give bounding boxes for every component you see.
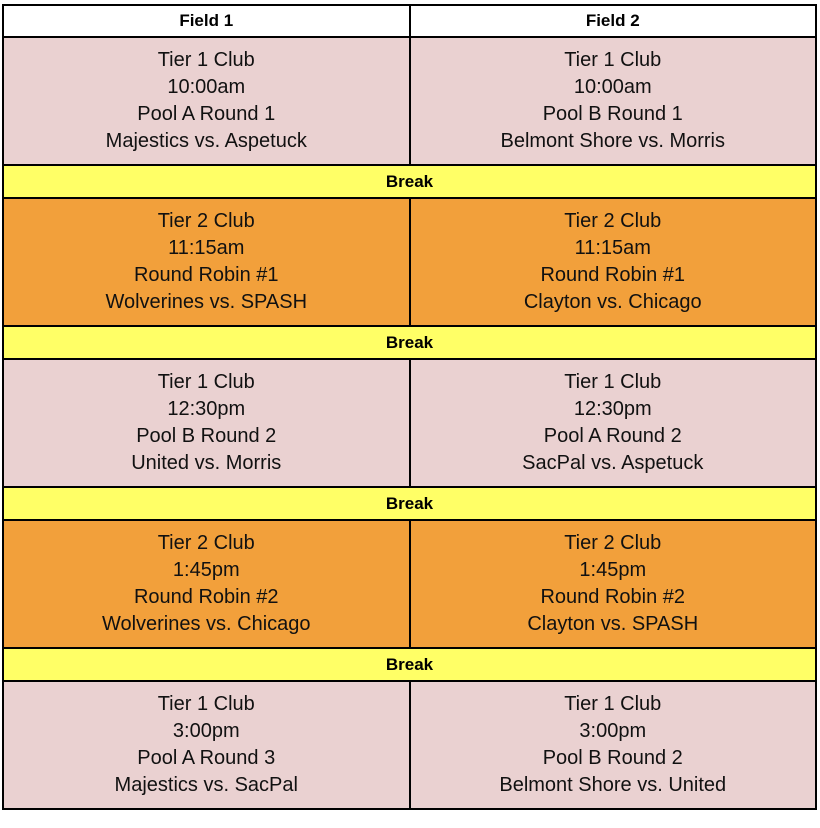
round-label: Round Robin #2 — [540, 586, 686, 608]
break-label: Break — [3, 648, 816, 681]
tier-label: Tier 2 Club — [157, 210, 255, 232]
tier-label: Tier 1 Club — [157, 49, 255, 71]
game-time: 10:00am — [573, 76, 652, 98]
game-cell-field-1 — [3, 198, 410, 326]
game-cell-field-2 — [410, 520, 817, 648]
game-time: 1:45pm — [579, 559, 647, 581]
round-label: Pool A Round 1 — [137, 103, 276, 125]
round-label: Pool A Round 2 — [543, 425, 682, 447]
game-time: 1:45pm — [172, 559, 240, 581]
game-row — [3, 359, 816, 487]
matchup: Belmont Shore vs. Morris — [500, 130, 725, 152]
game-cell-field-2 — [410, 359, 817, 487]
field-2-header: Field 2 — [410, 5, 817, 37]
header-row — [3, 5, 816, 37]
tier-label: Tier 1 Club — [564, 49, 662, 71]
round-label: Pool A Round 3 — [137, 747, 276, 769]
schedule-table — [2, 4, 817, 810]
game-time: 12:30pm — [573, 398, 652, 420]
game-cell-field-2 — [410, 198, 817, 326]
tier-label: Tier 1 Club — [157, 371, 255, 393]
matchup: United vs. Morris — [131, 452, 282, 474]
tier-label: Tier 2 Club — [564, 210, 662, 232]
game-row — [3, 37, 816, 165]
matchup: Wolverines vs. Chicago — [101, 613, 311, 635]
break-row — [3, 326, 816, 359]
matchup: Clayton vs. Chicago — [523, 291, 702, 313]
matchup: Majestics vs. SacPal — [114, 774, 298, 796]
game-cell-field-1 — [3, 520, 410, 648]
game-row — [3, 520, 816, 648]
break-label: Break — [3, 326, 816, 359]
break-row — [3, 487, 816, 520]
game-time: 11:15am — [574, 237, 651, 259]
tier-label: Tier 2 Club — [564, 532, 662, 554]
field-1-header: Field 1 — [3, 5, 410, 37]
round-label: Round Robin #2 — [133, 586, 279, 608]
tier-label: Tier 1 Club — [564, 371, 662, 393]
matchup: Clayton vs. SPASH — [527, 613, 699, 635]
break-label: Break — [3, 165, 816, 198]
round-label: Round Robin #1 — [540, 264, 686, 286]
game-row — [3, 198, 816, 326]
matchup: SacPal vs. Aspetuck — [522, 452, 704, 474]
round-label: Pool B Round 2 — [542, 747, 683, 769]
round-label: Round Robin #1 — [133, 264, 279, 286]
game-time: 3:00pm — [579, 720, 647, 742]
game-time: 12:30pm — [167, 398, 246, 420]
game-time: 10:00am — [167, 76, 246, 98]
break-row — [3, 648, 816, 681]
game-cell-field-2 — [410, 681, 817, 809]
game-cell-field-1 — [3, 37, 410, 165]
game-row — [3, 681, 816, 809]
break-row — [3, 165, 816, 198]
matchup: Belmont Shore vs. United — [499, 774, 727, 796]
matchup: Wolverines vs. SPASH — [105, 291, 308, 313]
game-cell-field-1 — [3, 681, 410, 809]
tier-label: Tier 1 Club — [157, 693, 255, 715]
round-label: Pool B Round 1 — [542, 103, 683, 125]
game-cell-field-2 — [410, 37, 817, 165]
round-label: Pool B Round 2 — [136, 425, 277, 447]
tier-label: Tier 2 Club — [157, 532, 255, 554]
game-time: 3:00pm — [172, 720, 240, 742]
break-label: Break — [3, 487, 816, 520]
tier-label: Tier 1 Club — [564, 693, 662, 715]
game-cell-field-1 — [3, 359, 410, 487]
game-time: 11:15am — [168, 237, 245, 259]
matchup: Majestics vs. Aspetuck — [105, 130, 307, 152]
